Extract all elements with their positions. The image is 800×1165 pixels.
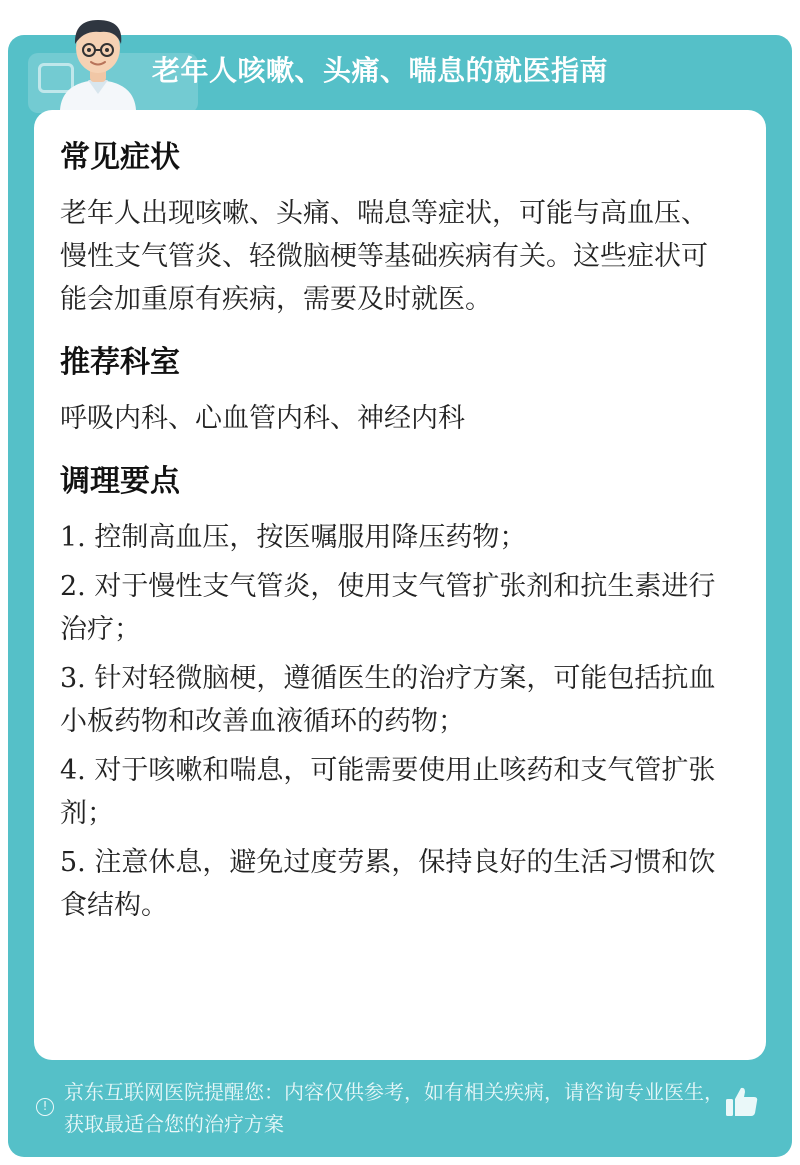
symptoms-text: 老年人出现咳嗽、头痛、喘息等症状，可能与高血压、慢性支气管炎、轻微脑梗等基础疾病有关。这些症状可能会加重原有疾病，需要及时就医。 bbox=[60, 198, 708, 315]
care-item bbox=[60, 657, 728, 743]
care-item-number: 4. bbox=[60, 755, 86, 786]
care-item-text: 对于咳嗽和喘息，可能需要使用止咳药和支气管扩张剂； bbox=[60, 755, 716, 829]
care-item bbox=[60, 749, 728, 835]
care-item-text: 对于慢性支气管炎，使用支气管扩张剂和抗生素进行治疗； bbox=[60, 571, 716, 645]
disclaimer-text: 京东互联网医院提醒您：内容仅供参考，如有相关疾病，请咨询专业医生，获取最适合您的治疗方案 bbox=[64, 1080, 724, 1136]
care-item-number: 5. bbox=[60, 847, 86, 878]
care-item-number: 3. bbox=[60, 663, 86, 694]
care-item-text: 注意休息，避免过度劳累，保持良好的生活习惯和饮食结构。 bbox=[60, 847, 716, 921]
care-item-text: 控制高血压，按医嘱服用降压药物； bbox=[94, 522, 527, 553]
care-heading: 调理要点 bbox=[60, 464, 180, 499]
care-item bbox=[60, 516, 728, 559]
info-icon: ! bbox=[36, 1098, 54, 1116]
care-item-text: 针对轻微脑梗，遵循医生的治疗方案，可能包括抗血小板药物和改善血液循环的药物； bbox=[60, 663, 716, 737]
doctor-avatar-icon bbox=[48, 10, 148, 110]
care-item-number: 1. bbox=[60, 522, 86, 553]
departments-heading: 推荐科室 bbox=[60, 345, 180, 380]
content-body bbox=[60, 134, 728, 933]
care-item bbox=[60, 565, 728, 651]
departments-text: 呼吸内科、心血管内科、神经内科 bbox=[60, 403, 465, 434]
thumbs-up-icon[interactable] bbox=[724, 1084, 760, 1120]
page-title: 老年人咳嗽、头痛、喘息的就医指南 bbox=[152, 54, 609, 87]
care-item-number: 2. bbox=[60, 571, 86, 602]
care-item bbox=[60, 841, 728, 927]
disclaimer bbox=[36, 1076, 736, 1140]
symptoms-heading: 常见症状 bbox=[60, 140, 180, 175]
